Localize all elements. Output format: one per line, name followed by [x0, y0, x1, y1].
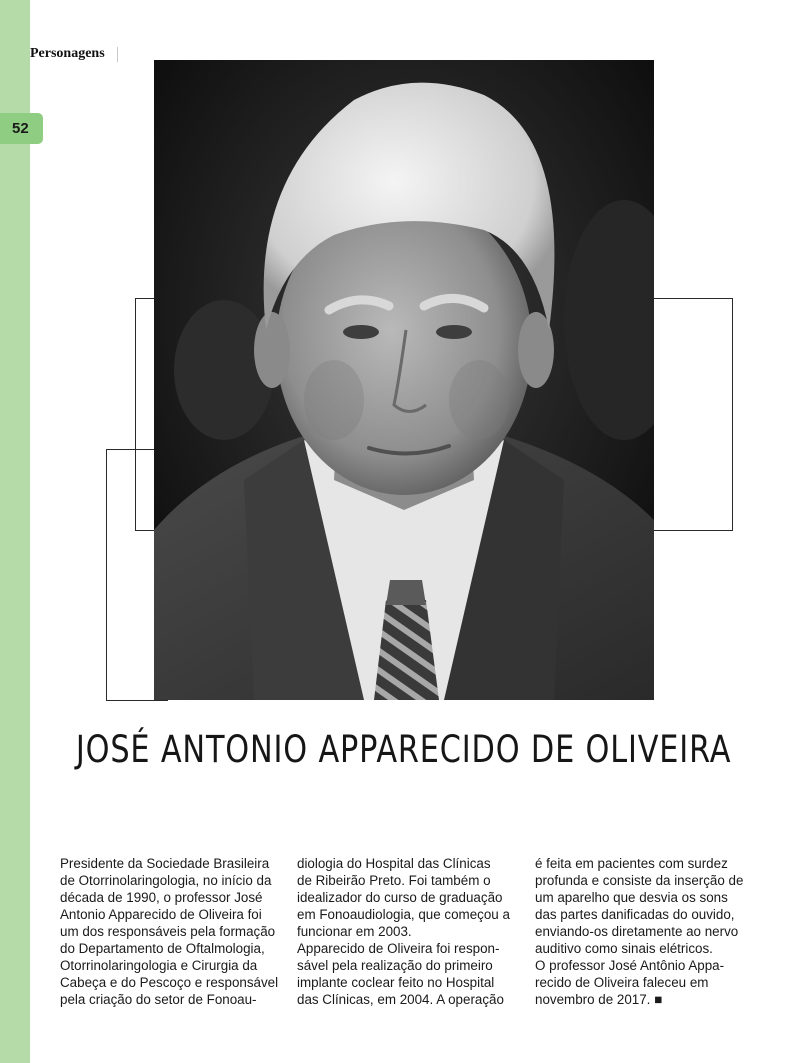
text-line: recido de Oliveira faleceu em: [535, 975, 709, 990]
section-divider: [117, 47, 118, 62]
text-line: novembro de 2017. ■: [535, 992, 663, 1007]
person-name-heading: JOSÉ ANTONIO APPARECIDO DE OLIVEIRA: [75, 728, 732, 771]
side-color-stripe: [0, 0, 30, 1063]
text-line: Otorrinolaringologia e Cirurgia da: [60, 958, 258, 973]
text-line: Antonio Apparecido de Oliveira foi: [60, 907, 262, 922]
text-line: de Otorrinolaringologia, no início da: [60, 873, 272, 888]
text-line: idealizador do curso de graduação: [297, 890, 503, 905]
text-line: de Ribeirão Preto. Foi também o: [297, 873, 491, 888]
text-column-2: [297, 855, 519, 1008]
text-line: implante coclear feito no Hospital: [297, 975, 495, 990]
text-line: sável pela realização do primeiro: [297, 958, 493, 973]
text-line: das partes danificadas do ouvido,: [535, 907, 735, 922]
text-line: O professor José Antônio Appa-: [535, 958, 725, 973]
portrait-photo: [154, 60, 654, 700]
text-line: um dos responsáveis pela formação: [60, 924, 276, 939]
text-line: Presidente da Sociedade Brasileira: [60, 856, 270, 871]
page-number: 52: [12, 120, 29, 137]
text-line: auditivo como sinais elétricos.: [535, 941, 713, 956]
text-line: um aparelho que desvia os sons: [535, 890, 728, 905]
text-line: funcionar em 2003.: [297, 924, 412, 939]
text-line: década de 1990, o professor José: [60, 890, 263, 905]
text-line: é feita em pacientes com surdez: [535, 856, 728, 871]
text-column-1: [60, 855, 279, 1008]
text-column-3: [535, 855, 757, 1008]
section-label: Personagens: [30, 46, 105, 61]
text-line: das Clínicas, em 2004. A operação: [297, 992, 504, 1007]
text-line: do Departamento de Oftalmologia,: [60, 941, 265, 956]
page-number-tab: [0, 113, 43, 144]
text-line: enviando-os diretamente ao nervo: [535, 924, 739, 939]
text-line: Apparecido de Oliveira foi respon-: [297, 941, 500, 956]
text-line: profunda e consiste da inserção de: [535, 873, 744, 888]
text-line: Cabeça e do Pescoço e responsável: [60, 975, 279, 990]
portrait-illustration: [154, 60, 654, 700]
text-line: pela criação do setor de Fonoau-: [60, 992, 257, 1007]
text-line: diologia do Hospital das Clínicas: [297, 856, 491, 871]
text-line: em Fonoaudiologia, que começou a: [297, 907, 510, 922]
